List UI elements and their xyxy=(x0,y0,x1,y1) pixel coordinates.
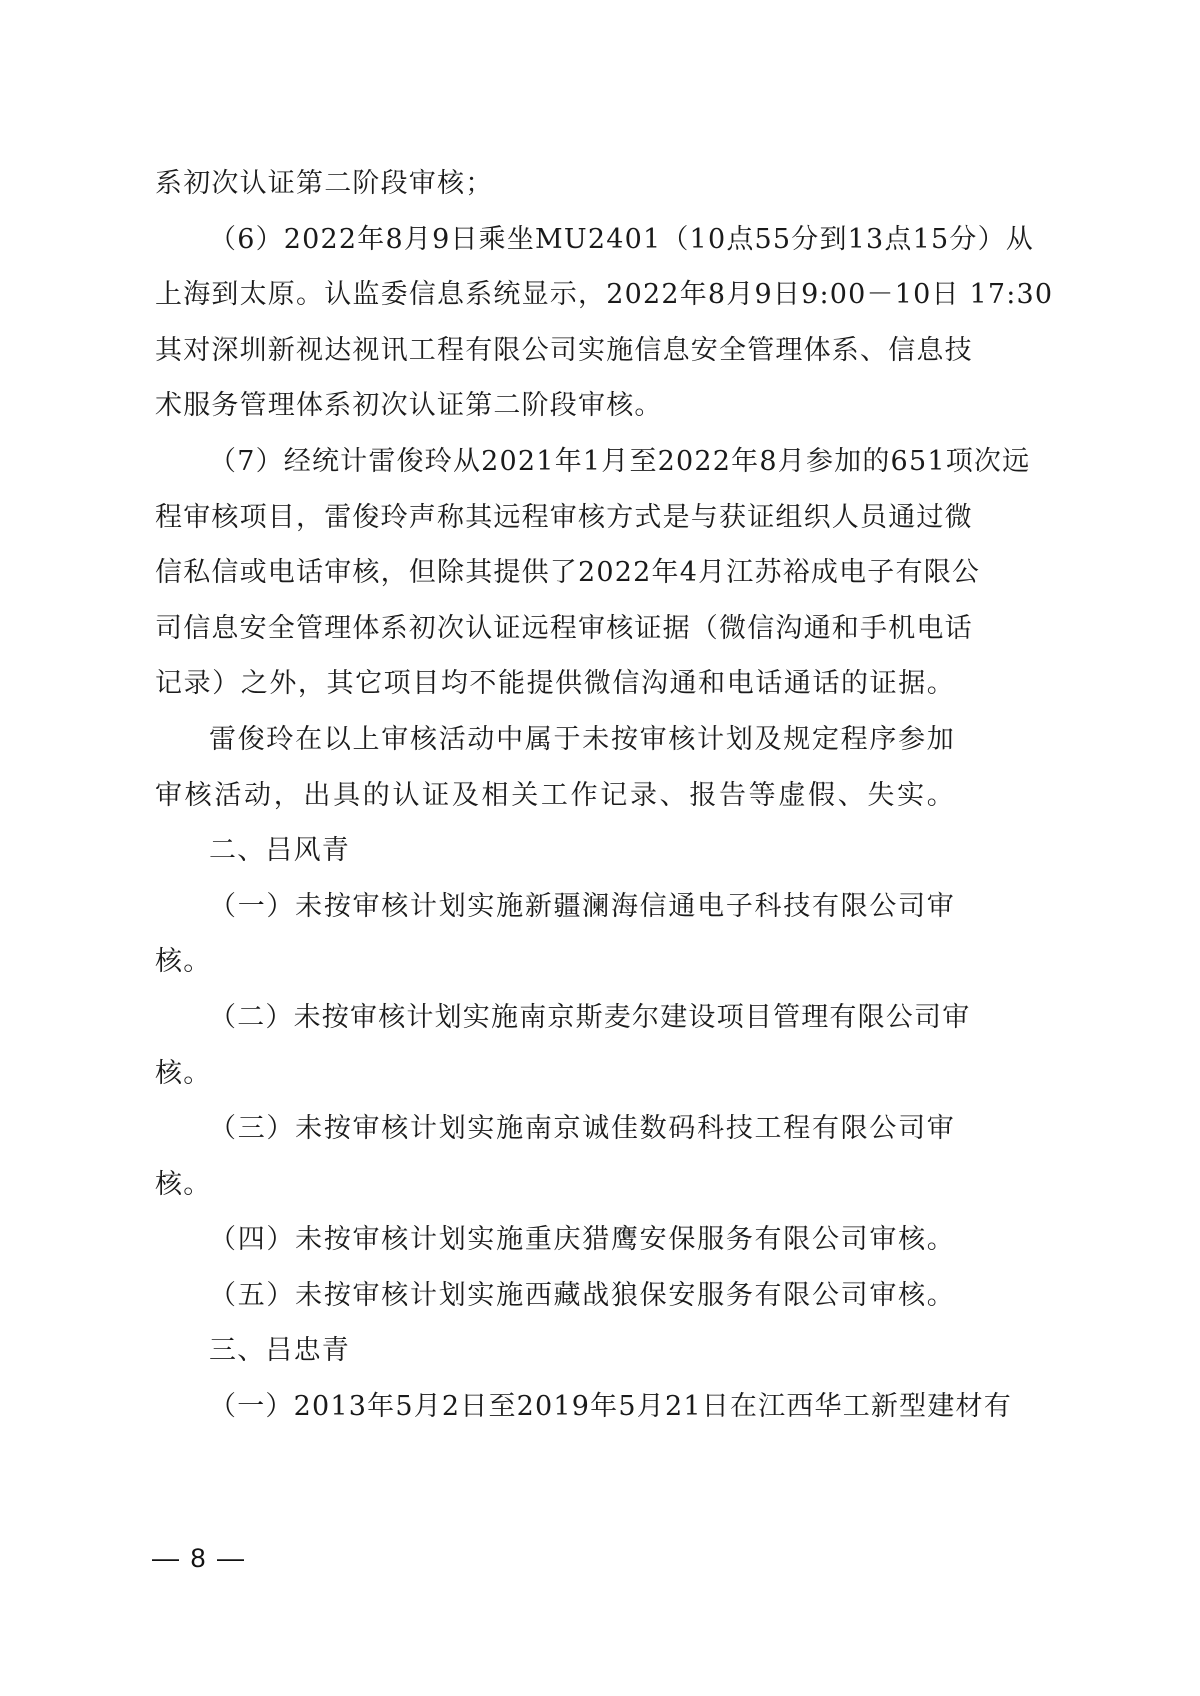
text-line: 系初次认证第二阶段审核； xyxy=(155,168,494,199)
text-line: 上海到太原。认监委信息系统显示，2022年8月9日9:00－10日 17:30 xyxy=(155,279,1054,311)
text-line: （7）经统计雷俊玲从2021年1月至2022年8月参加的651项次远 xyxy=(209,445,1031,477)
section-heading: 三、吕忠青 xyxy=(209,1335,350,1367)
text-line: 核。 xyxy=(155,946,212,978)
text-line: 核。 xyxy=(155,1057,212,1089)
text-line: 核。 xyxy=(155,1168,212,1200)
document-page xyxy=(155,156,1054,1435)
text-line: （四）未按审核计划实施重庆猎鹰安保服务有限公司审核。 xyxy=(209,1224,955,1256)
text-line: （二）未按审核计划实施南京斯麦尔建设项目管理有限公司审 xyxy=(209,1001,971,1033)
text-line: 司信息安全管理体系初次认证远程审核证据（微信沟通和手机电话 xyxy=(155,612,973,644)
text-line: （一）2013年5月2日至2019年5月21日在江西华工新型建材有 xyxy=(209,1391,1012,1423)
text-line: 记录）之外，其它项目均不能提供微信沟通和电话通话的证据。 xyxy=(155,668,955,700)
text-line: （三）未按审核计划实施南京诚佳数码科技工程有限公司审 xyxy=(209,1113,955,1145)
text-line: （一）未按审核计划实施新疆澜海信通电子科技有限公司审 xyxy=(209,890,955,922)
text-line: 信私信或电话审核，但除其提供了2022年4月江苏裕成电子有限公 xyxy=(155,557,981,589)
text-line: （五）未按审核计划实施西藏战狼保安服务有限公司审核。 xyxy=(209,1279,955,1311)
text-line: 雷俊玲在以上审核活动中属于未按审核计划及规定程序参加 xyxy=(209,723,955,755)
text-line: 审核活动，出具的认证及相关工作记录、报告等虚假、失实。 xyxy=(155,779,955,811)
text-line: 程审核项目，雷俊玲声称其远程审核方式是与获证组织人员通过微 xyxy=(155,501,973,533)
section-heading: 二、吕风青 xyxy=(209,835,350,867)
page-number: — 8 — xyxy=(152,1543,247,1573)
text-line: 其对深圳新视达视讯工程有限公司实施信息安全管理体系、信息技 xyxy=(155,334,973,366)
text-line: （6）2022年8月9日乘坐MU2401（10点55分到13点15分）从 xyxy=(209,223,1034,255)
text-line: 术服务管理体系初次认证第二阶段审核。 xyxy=(155,390,663,422)
